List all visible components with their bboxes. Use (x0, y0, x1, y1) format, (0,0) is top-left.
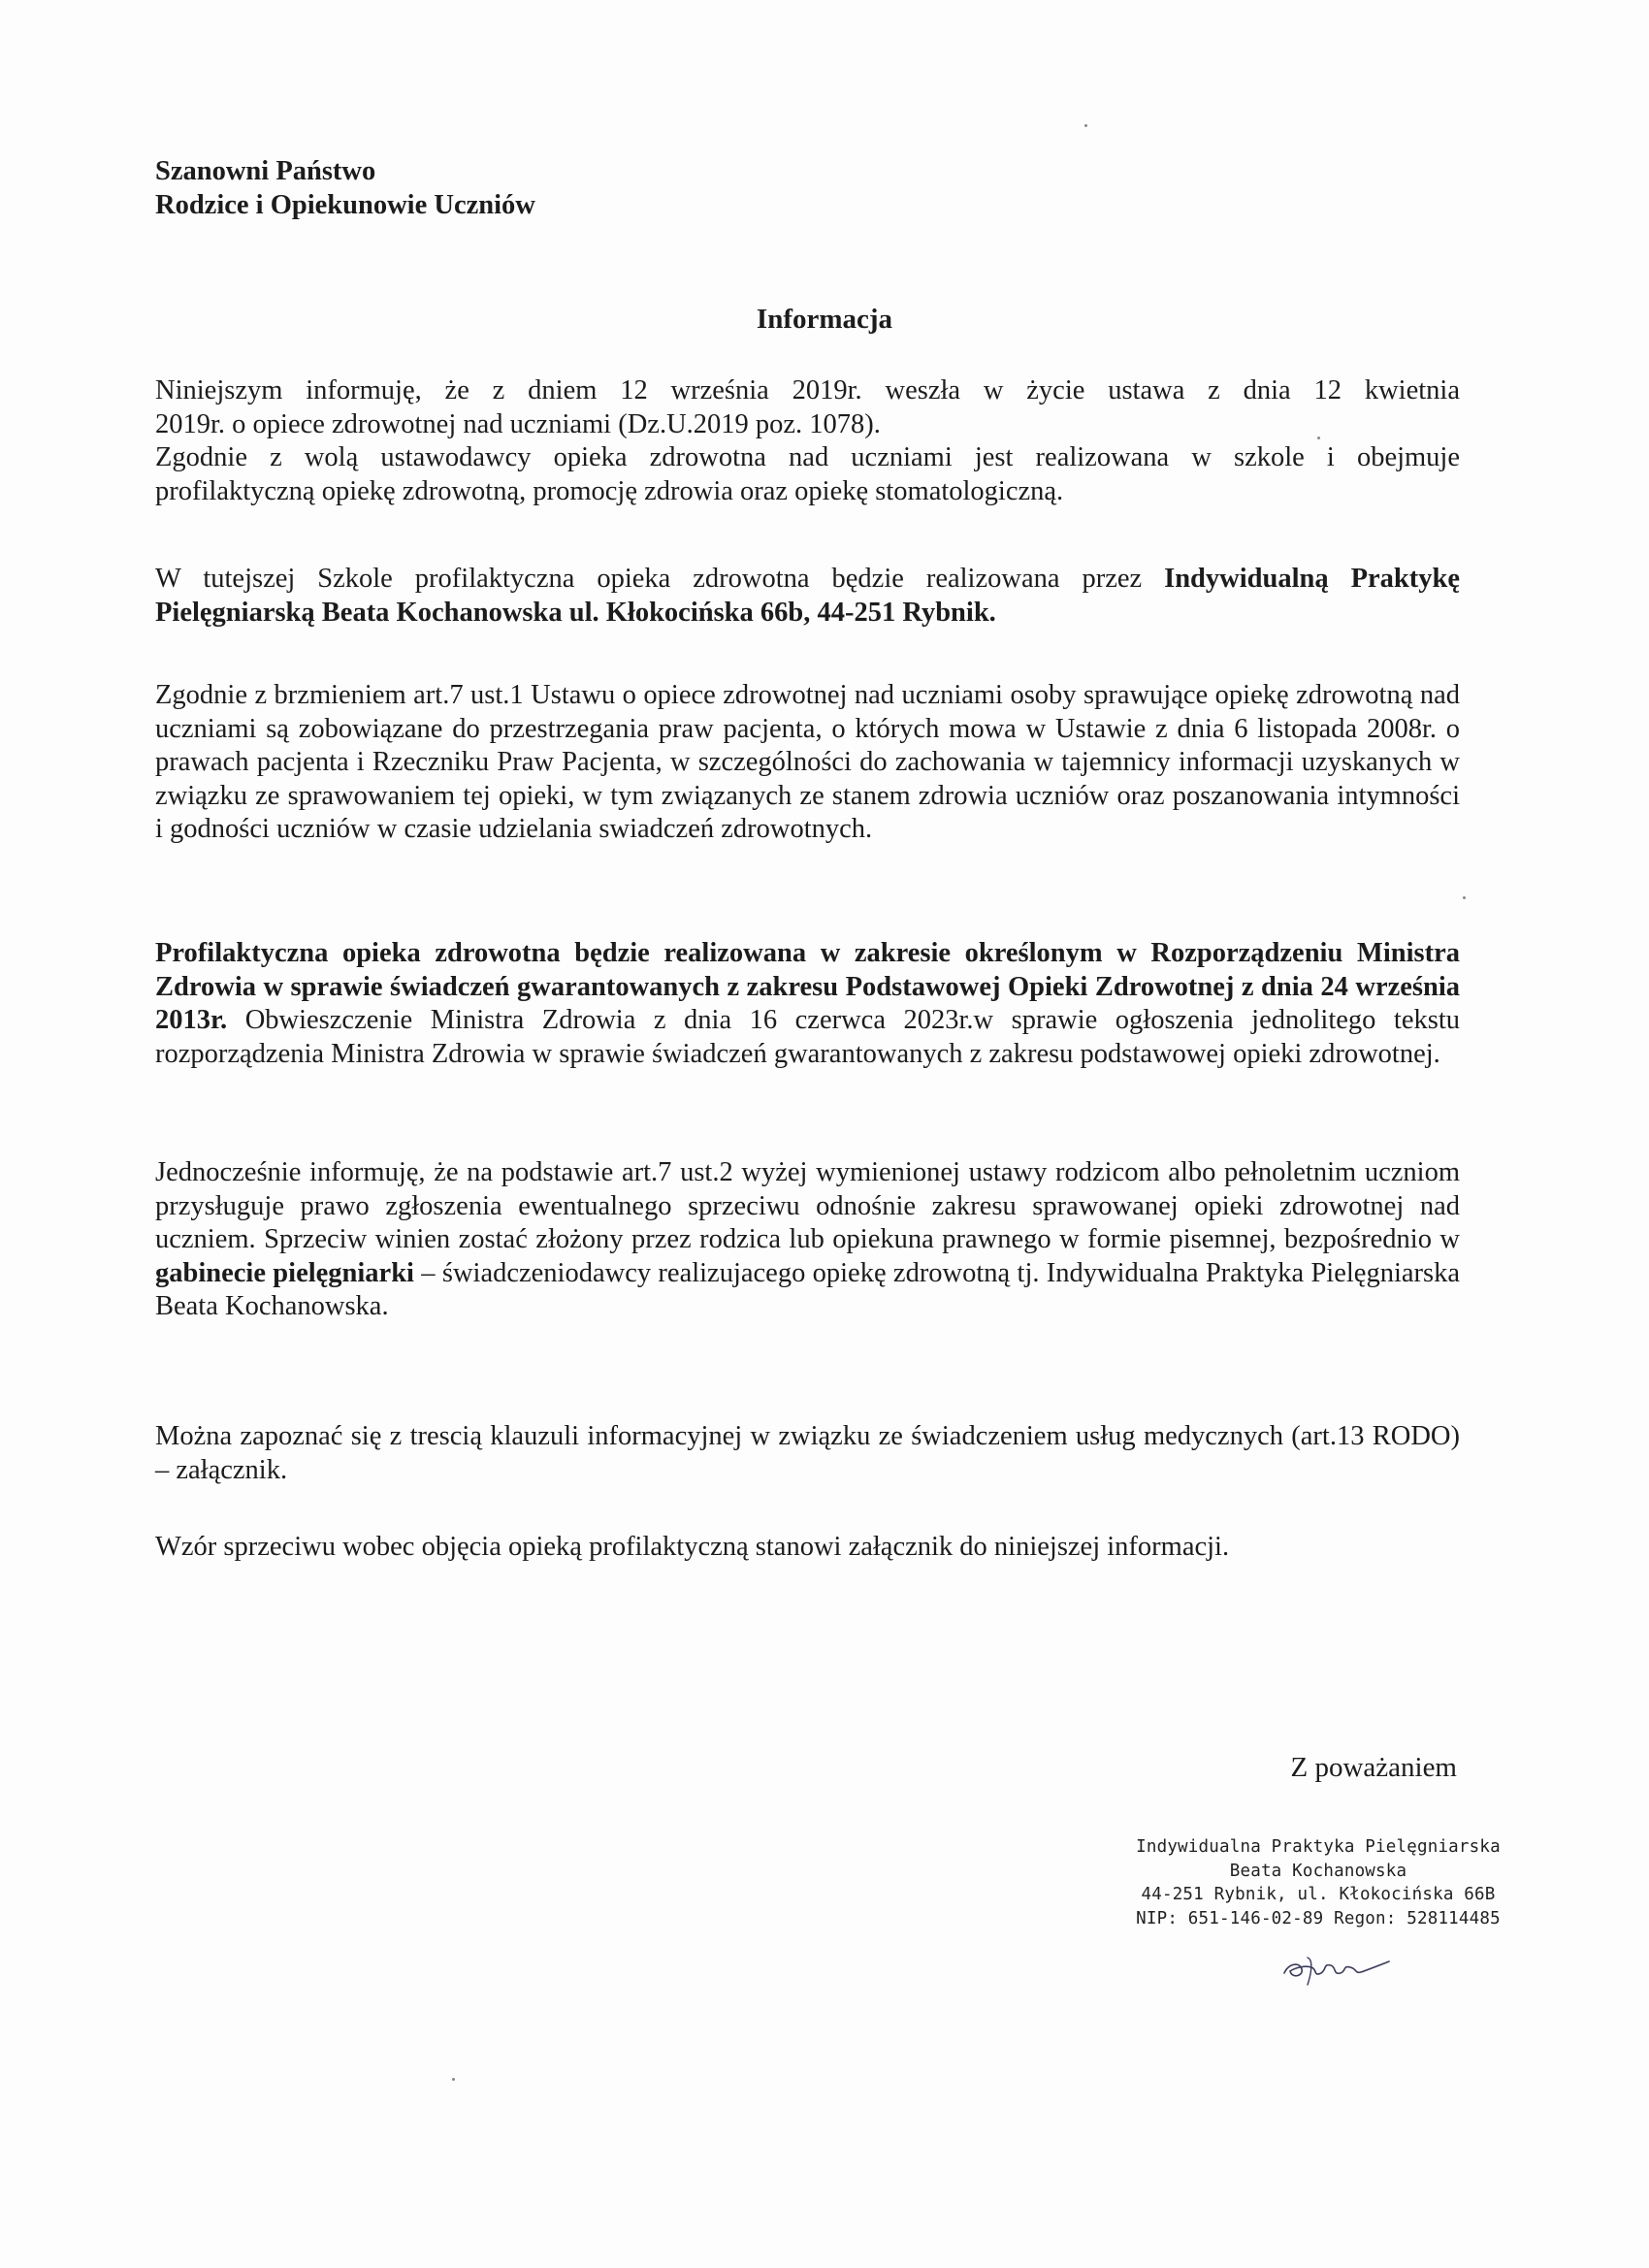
scan-speck (452, 2078, 455, 2081)
practice-stamp (1125, 1835, 1511, 1930)
paragraph-1-line-2: 2019r. o opiece zdrowotnej nad uczniami (Dz.U.2019 poz. 1078). (155, 408, 881, 439)
paragraph-7: Wzór sprzeciwu wobec objęcia opieką profilaktyczną stanowi załącznik do niniejszej informacji. (155, 1532, 1230, 1562)
salutation (155, 155, 1460, 222)
paragraph-5-office: gabinecie pielęgniarki (155, 1257, 414, 1288)
paragraph-1-line-4: profilaktyczną opiekę zdrowotną, promocję zdrowia oraz opiekę stomatologiczną. (155, 475, 1064, 506)
paragraph-1-line-1: Niniejszym informuję, że z dniem 12 września 2019r. weszła w życie ustawa z dnia 12 kwietnia (155, 375, 1460, 405)
scan-speck (1463, 896, 1466, 899)
paragraph-4 (155, 937, 1460, 1071)
document-title: Informacja (756, 304, 893, 335)
stamp-line-2: Beata Kochanowska (1229, 1861, 1407, 1881)
salutation-line-1: Szanowni Państwo (155, 156, 376, 186)
signature-icon (1278, 1944, 1395, 1987)
paragraph-6: Można zapoznać się z trescią klauzuli informacyjnej w związku ze świadczeniem usług medycznych (art.13 RODO) – załącznik. (155, 1421, 1460, 1485)
stamp-line-3: 44-251 Rybnik, ul. Kłokocińska 66B (1141, 1885, 1496, 1904)
closing-greeting: Z poważaniem (1290, 1752, 1457, 1783)
paragraph-1 (155, 374, 1460, 508)
paragraph-5-text-1: Jednocześnie informuję, że na podstawie art.7 ust.2 wyżej wymienionej ustawy rodzicom albo pełnoletnim uczniom przysługuje prawo zgłoszenia ewentualnego sprzeciwu odnośnie zakresu sprawowanej opieki zdrowotnej nad uczniem. Sprzeciw winien zostać złożony przez rodzica lub opiekuna prawnego w formie pisemnej, bezpośrednio w (155, 1157, 1460, 1254)
paragraph-4-regulation: Profilaktyczna opieka zdrowotna będzie realizowana w zakresie określonym w Rozporządzeniu Ministra Zdrowia w sprawie świadczeń gwarantowanych z zakresu Podstawowej Opieki Zdrowotnej z dnia 24 września 2013r. (155, 938, 1460, 1035)
stamp-line-4: NIP: 651-146-02-89 Regon: 528114485 (1136, 1908, 1501, 1928)
salutation-line-2: Rodzice i Opiekunowie Uczniów (155, 189, 535, 220)
paragraph-4-text: Obwieszczenie Ministra Zdrowia z dnia 16 czerwca 2023r.w sprawie ogłoszenia jednolitego tekstu rozporządzenia Ministra Zdrowia w sprawie świadczeń gwarantowanych z zakresu podstawowej opieki zdrowotnej. (155, 1005, 1460, 1069)
paragraph-3: Zgodnie z brzmieniem art.7 ust.1 Ustawu o opiece zdrowotnej nad uczniami osoby sprawujące opiekę zdrowotną nad uczniami są zobowiązane do przestrzegania praw pacjenta, o których mowa w Ustawie z dnia 6 listopada 2008r. o prawach pacjenta i Rzeczniku Praw Pacjenta, w szczególności do zachowania w tajemnicy informacji uzyskanych w związku ze sprawowaniem tej opieki, w tym związanych ze stanem zdrowia uczniów oraz poszanowania intymności i godności uczniów w czasie udzielania swiadczeń zdrowotnych. (155, 680, 1460, 844)
paragraph-5-text-2: – świadczeniodawcy realizujacego opiekę zdrowotną tj. Indywidualna Praktyka Pielęgniarska Beata Kochanowska. (155, 1257, 1460, 1321)
scan-speck (1317, 437, 1320, 439)
paragraph-2-provider: Indywidualną Praktykę Pielęgniarską Beata Kochanowska ul. Kłokocińska 66b, 44-251 Rybnik. (155, 564, 1460, 628)
paragraph-2 (155, 563, 1460, 630)
paragraph-1-line-3: Zgodnie z wolą ustawodawcy opieka zdrowotna nad uczniami jest realizowana w szkole i obejmuje (155, 442, 1460, 472)
paragraph-2-text: W tutejszej Szkole profilaktyczna opieka zdrowotna będzie realizowana przez (155, 564, 1165, 594)
paragraph-5 (155, 1156, 1460, 1324)
stamp-line-1: Indywidualna Praktyka Pielęgniarska (1136, 1837, 1501, 1857)
scan-speck (1084, 124, 1087, 127)
